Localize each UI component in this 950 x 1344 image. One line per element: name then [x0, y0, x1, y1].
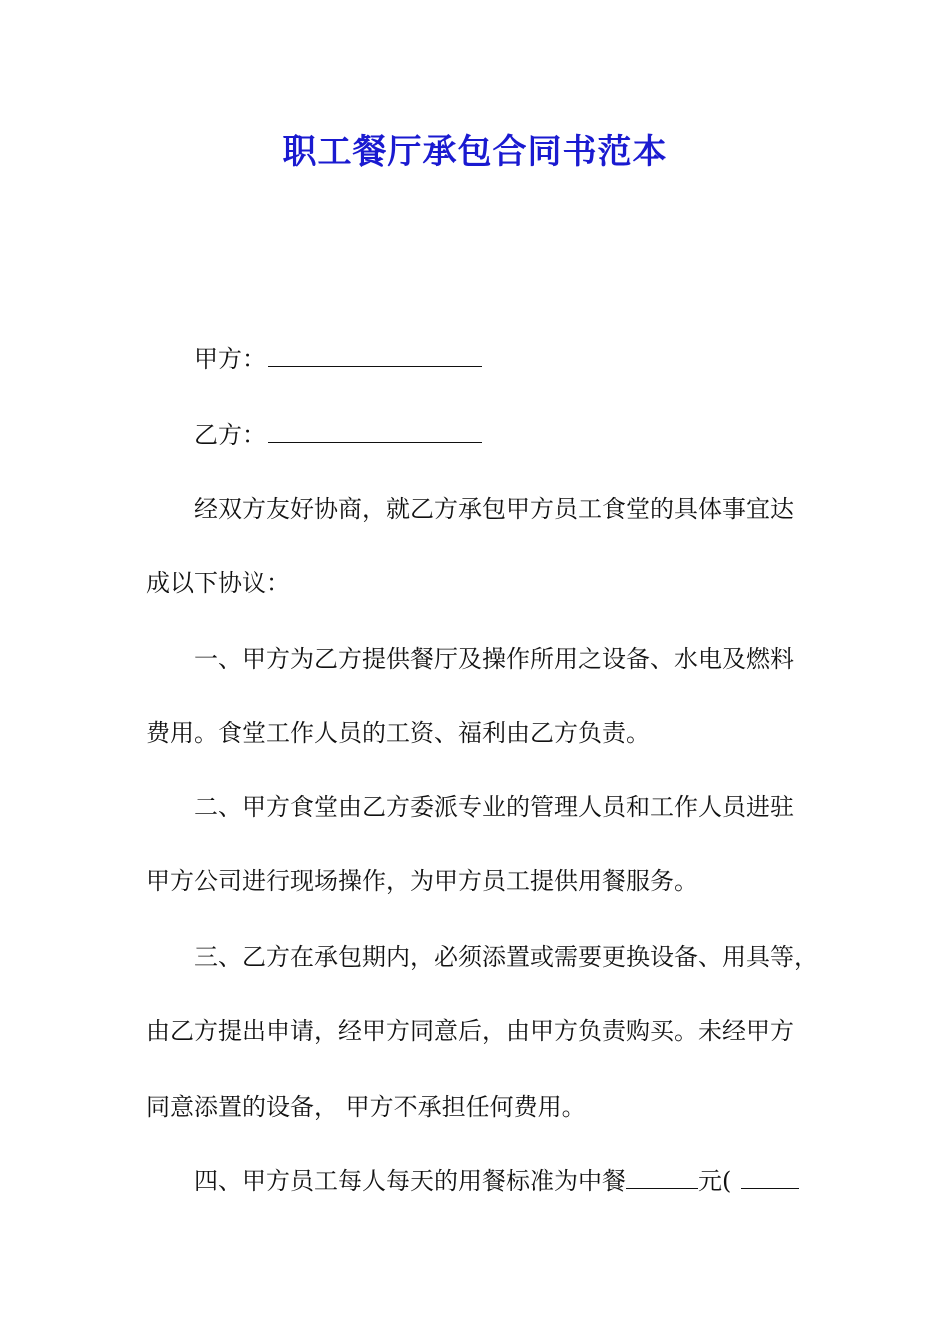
clause1-line-2: 费用。食堂工作人员的工资、福利由乙方负责。 [146, 719, 650, 747]
party-b-line [194, 418, 482, 452]
clause3-line-1: 三、乙方在承包期内，必须添置或需要更换设备、用具等， [194, 943, 818, 971]
clause2-line-2: 甲方公司进行现场操作，为甲方员工提供用餐服务。 [146, 867, 698, 895]
document-title: 职工餐厅承包合同书范本 [282, 132, 668, 172]
party-b-label: 乙方： [194, 421, 266, 449]
lunch-price-blank [626, 1166, 698, 1189]
clause2-line-1: 二、甲方食堂由乙方委派专业的管理人员和工作人员进驻 [194, 793, 794, 821]
clause4-line-1 [194, 1164, 799, 1198]
clause1-line-1: 一、甲方为乙方提供餐厅及操作所用之设备、水电及燃料 [194, 645, 794, 673]
intro-line-2: 成以下协议： [146, 569, 290, 597]
party-b-blank [268, 420, 482, 443]
party-a-line [194, 342, 482, 376]
clause4-prefix: 四、甲方员工每人每天的用餐标准为中餐 [194, 1167, 626, 1195]
party-a-blank [268, 344, 482, 367]
clause3-line-3: 同意添置的设备， 甲方不承担任何费用。 [146, 1093, 586, 1121]
intro-line-1: 经双方友好协商，就乙方承包甲方员工食堂的具体事宜达 [194, 495, 794, 523]
clause3-line-2: 由乙方提出申请，经甲方同意后，由甲方负责购买。未经甲方 [146, 1017, 794, 1045]
party-a-label: 甲方： [194, 345, 266, 373]
clause4-unit: 元( [698, 1167, 732, 1195]
lunch-price-words-blank [741, 1166, 799, 1189]
